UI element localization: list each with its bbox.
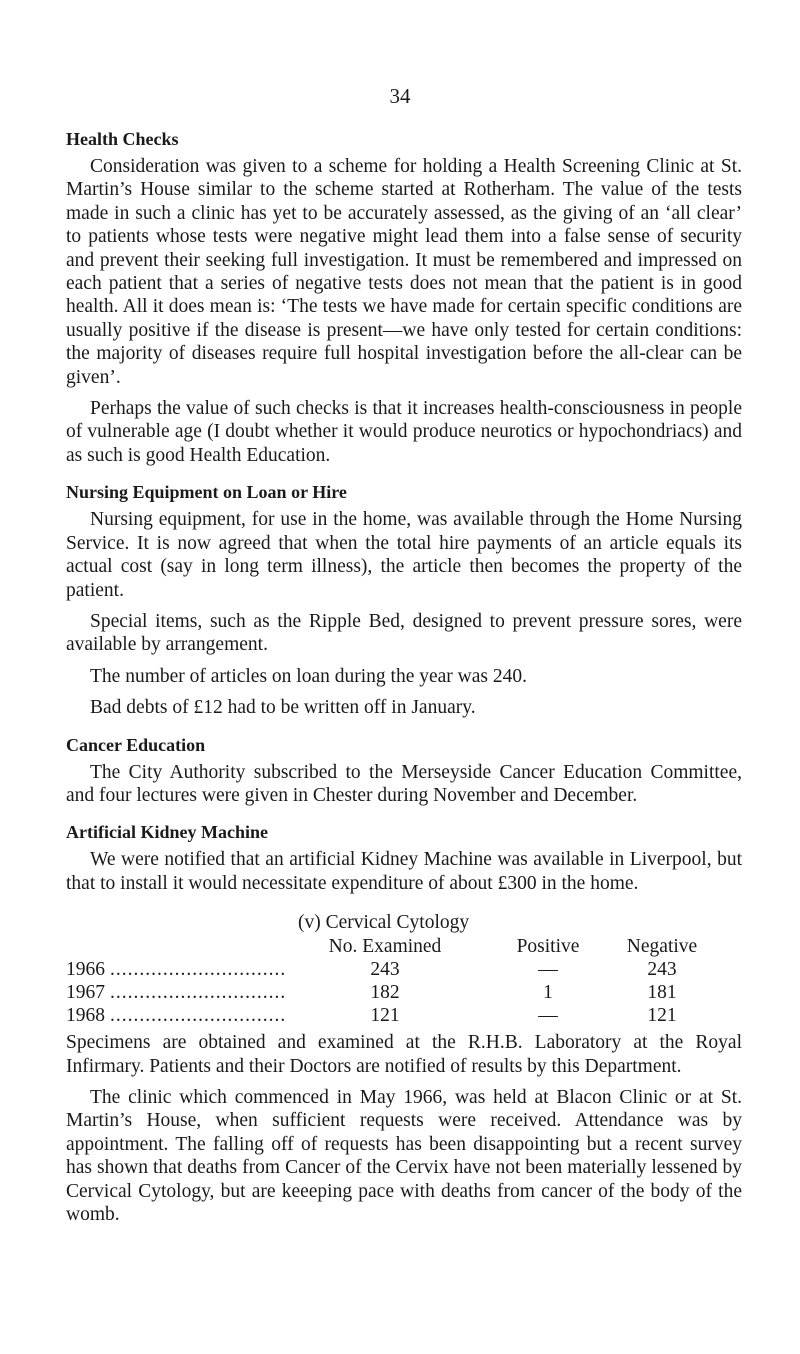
section-health-checks [66, 128, 742, 467]
row-year: 1967 [66, 982, 105, 1004]
row-positive: — [538, 959, 558, 981]
row-year: 1968 [66, 1005, 105, 1027]
heading-kidney-machine: Artificial Kidney Machine [66, 822, 268, 843]
section-kidney-machine [66, 821, 742, 895]
row-positive: 1 [543, 982, 553, 1004]
paragraph: Bad debts of £12 had to be written off in January. [90, 697, 476, 719]
table-title: (v) Cervical Cytology [298, 912, 470, 934]
section-nursing-equipment [66, 481, 742, 719]
paragraph: Perhaps the value of such checks is that it increases health-consciousness in people of vulnerable age (I doubt whether it would produce neurotics or hypochondriacs) and as such is good Health Education. [66, 398, 742, 466]
page-number: 34 [389, 84, 411, 108]
paragraph: The clinic which commenced in May 1966, was held at Blacon Clinic or at St. Martin’s House, when sufficient requests were received. Attendance was by appointment. The falling off of requests has been disappointing but a recent survey has shown that deaths from Cancer of the Cervix have not been materially lessened by Cervical Cytology, but are keeeping pace with deaths from cancer of the body of the womb. [66, 1086, 742, 1225]
paragraph: Specimens are obtained and examined at the R.H.B. Laboratory at the Royal Infirmary. Patients and their Doctors are notified of results by this Department. [66, 1032, 742, 1077]
document-body [66, 128, 742, 1234]
heading-health-checks: Health Checks [66, 129, 179, 149]
row-examined: 121 [370, 1005, 400, 1027]
table-header-row [66, 935, 742, 958]
row-positive: — [538, 1005, 558, 1027]
cytology-table [66, 911, 742, 1027]
paragraph: The number of articles on loan during the year was 240. [90, 665, 527, 687]
table-row [66, 1004, 742, 1027]
row-negative: 121 [647, 1005, 677, 1027]
section-cancer-education [66, 734, 742, 808]
header-positive: Positive [516, 936, 580, 958]
paragraph: Nursing equipment, for use in the home, was available through the Home Nursing Service. It is now agreed that when the total hire payments of an article equals its actual cost (say in long term illness), the article then becomes the property of the patient. [66, 509, 742, 601]
row-examined: 243 [370, 959, 400, 981]
heading-cancer-education: Cancer Education [66, 734, 206, 755]
row-negative: 243 [647, 959, 677, 981]
paragraph: Special items, such as the Ripple Bed, designed to prevent pressure sores, were available by arrangement. [66, 610, 742, 656]
row-negative: 181 [647, 982, 677, 1004]
dot-leader: .............................. [110, 959, 287, 981]
table-row [66, 981, 742, 1004]
heading-nursing-equipment: Nursing Equipment on Loan or Hire [66, 482, 347, 503]
dot-leader: .............................. [110, 982, 287, 1004]
header-negative: Negative [626, 936, 698, 958]
dot-leader: .............................. [110, 1005, 287, 1027]
row-year: 1966 [66, 959, 105, 981]
paragraph: Consideration was given to a scheme for holding a Health Screening Clinic at St. Martin’s House similar to the scheme started at Rotherham. The value of the tests made in such a clinic has yet to be accurately assessed, as the giving of an ‘all clear’ to patients whose tests were negative might lead them into a false sense of security and prevent their seeking full investigation. It must be remembered and impressed on each patient that a series of negative tests does not mean that the patient is in good health. All it does mean is: ‘The tests we have made for certain specific conditions are usually positive if the disease is present—we have only tested for certain conditions: the majority of diseases require full hospital investigation before the all-clear can be given’. [66, 156, 742, 388]
paragraph: We were notified that an artificial Kidney Machine was available in Liverpool, but that to install it would necessitate expenditure of about £300 in the home. [66, 849, 742, 894]
header-examined: No. Examined [328, 936, 442, 958]
paragraph: The City Authority subscribed to the Merseyside Cancer Education Committee, and four lectures were given in Chester during November and December. [66, 761, 742, 806]
row-examined: 182 [370, 982, 400, 1004]
table-row [66, 958, 742, 981]
